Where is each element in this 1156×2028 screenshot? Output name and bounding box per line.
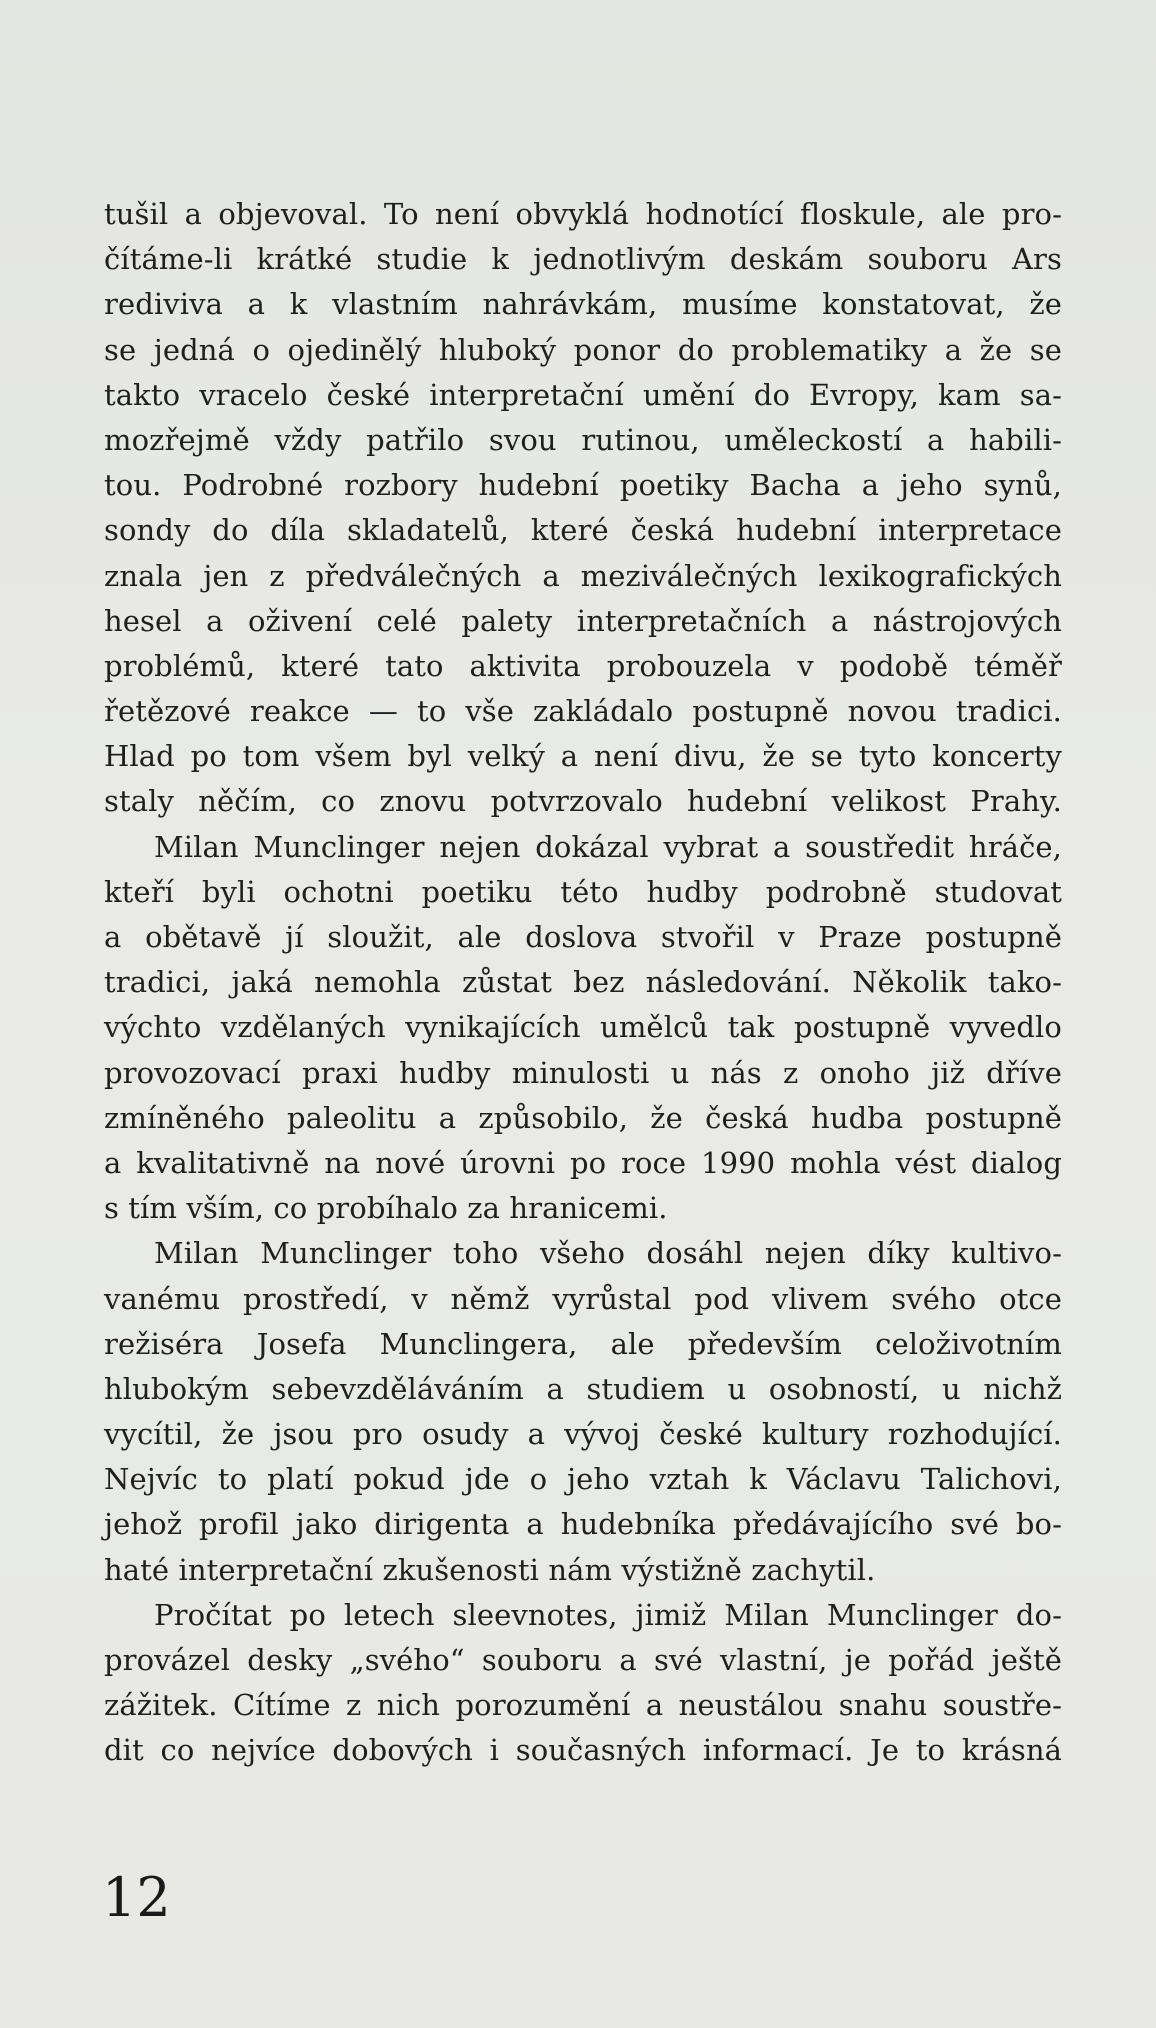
text-line: Milan Munclinger nejen dokázal vybrat a soustředit hráče,	[154, 829, 1062, 864]
text-line: rediviva a k vlastním nahrávkám, musíme konstatovat, že	[104, 287, 1062, 322]
paragraph-3	[104, 1231, 1062, 1593]
text-line: s tím vším, co probíhalo za hranicemi.	[104, 1191, 668, 1226]
text-line: haté interpretační zkušenosti nám výstižně zachytil.	[104, 1552, 876, 1587]
text-line: tušil a objevoval. To není obvyklá hodnotící floskule, ale pro-	[104, 197, 1062, 231]
text-line: tradici, jaká nemohla zůstat bez následování. Několik tako-	[104, 965, 1062, 1000]
text-line: sondy do díla skladatelů, které česká hudební interpretace	[104, 513, 1062, 548]
text-line: provázel desky „svého“ souboru a své vlastní, je pořád ještě	[104, 1643, 1062, 1677]
text-line: takto vracelo české interpretační umění do Evropy, kam sa-	[104, 377, 1062, 412]
paragraph-1	[104, 192, 1062, 825]
text-line: výchto vzdělaných vynikajících umělců tak postupně vyvedlo	[104, 1010, 1062, 1045]
text-line: čítáme-li krátké studie k jednotlivým deskám souboru Ars	[104, 242, 1062, 277]
text-line: se jedná o ojedinělý hluboký ponor do problematiky a že se	[104, 332, 1062, 367]
text-line: tou. Podrobné rozbory hudební poetiky Bacha a jeho synů,	[104, 468, 1062, 503]
text-line: a kvalitativně na nové úrovni po roce 1990 mohla vést dialog	[104, 1145, 1062, 1180]
paragraph-2	[104, 825, 1062, 1232]
text-line: vanému prostředí, v němž vyrůstal pod vlivem svého otce	[104, 1281, 1062, 1316]
text-line: problémů, které tato aktivita probouzela v podobě téměř	[104, 648, 1062, 683]
text-line: zmíněného paleolitu a způsobilo, že česká hudba postupně	[104, 1100, 1062, 1135]
text-line: staly něčím, co znovu potvrzovalo hudební velikost Prahy.	[104, 784, 1062, 819]
text-line: znala jen z předválečných a meziválečných lexikografických	[104, 558, 1062, 593]
text-line: režiséra Josefa Munclingera, ale především celoživotním	[104, 1326, 1062, 1361]
text-line: mozřejmě vždy patřilo svou rutinou, uměleckostí a habili-	[104, 422, 1062, 457]
text-line: a obětavě jí sloužit, ale doslova stvořil v Praze postupně	[104, 920, 1062, 954]
page-number: 12	[102, 1866, 171, 1929]
text-line: kteří byli ochotni poetiku této hudby podrobně studovat	[104, 874, 1062, 909]
text-line: dit co nejvíce dobových i současných informací. Je to krásná	[104, 1733, 1062, 1768]
text-line: řetězové reakce — to vše zakládalo postupně novou tradici.	[104, 694, 1062, 729]
text-line: jehož profil jako dirigenta a hudebníka předávajícího své bo-	[104, 1507, 1062, 1542]
text-line: Nejvíc to platí pokud jde o jeho vztah k Václavu Talichovi,	[104, 1462, 1062, 1497]
text-line: provozovací praxi hudby minulosti u nás z onoho již dříve	[104, 1055, 1062, 1090]
text-line: Hlad po tom všem byl velký a není divu, že se tyto koncerty	[104, 739, 1062, 774]
text-line: hlubokým sebevzděláváním a studiem u osobností, u nichž	[104, 1371, 1062, 1406]
paragraph-4	[104, 1593, 1062, 1774]
text-line: Milan Munclinger toho všeho dosáhl nejen díky kultivo-	[154, 1236, 1062, 1271]
text-line: vycítil, že jsou pro osudy a vývoj české kultury rozhodující.	[104, 1417, 1062, 1452]
body-text	[104, 192, 1062, 1774]
text-line: Pročítat po letech sleevnotes, jimiž Milan Munclinger do-	[154, 1597, 1062, 1632]
text-line: hesel a oživení celé palety interpretačních a nástrojových	[104, 603, 1062, 638]
text-line: zážitek. Cítíme z nich porozumění a neustálou snahu soustře-	[104, 1688, 1062, 1723]
